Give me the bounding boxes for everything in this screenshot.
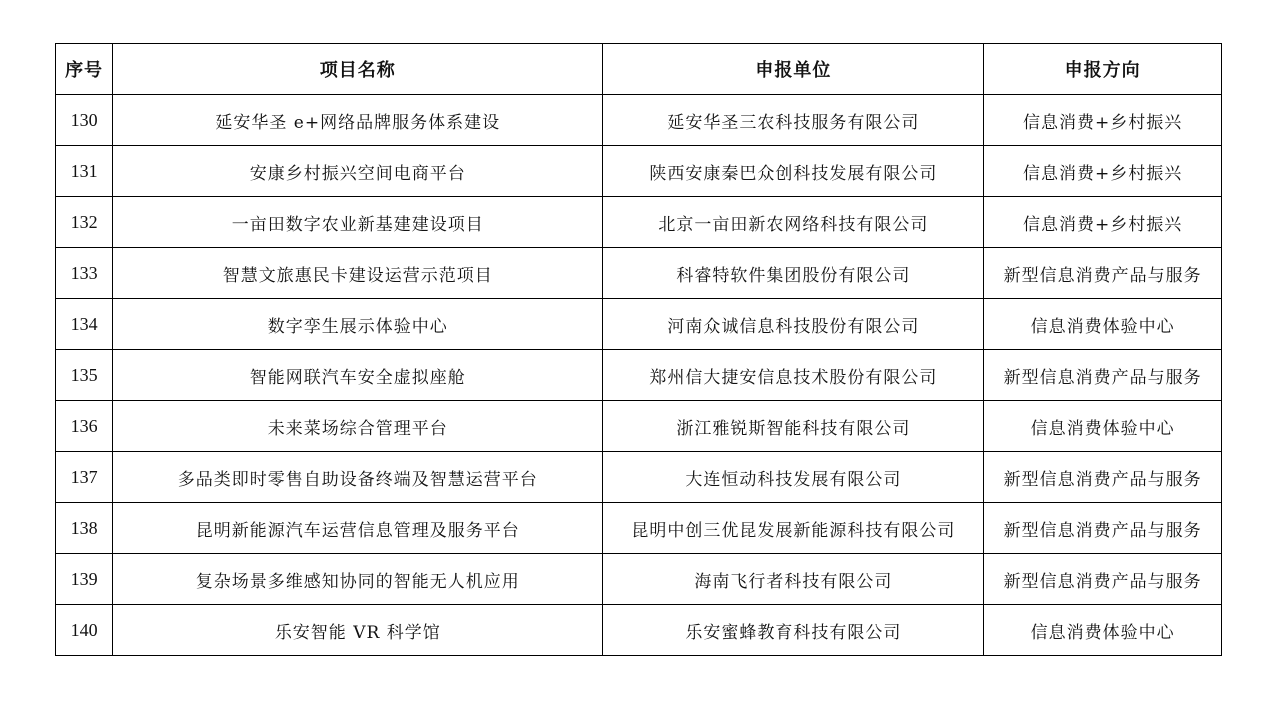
project-name: 昆明新能源汽车运营信息管理及服务平台: [113, 503, 603, 554]
applicant-unit: 乐安蜜蜂教育科技有限公司: [603, 605, 984, 656]
application-direction: 信息消费体验中心: [984, 299, 1222, 350]
row-number: 133: [56, 248, 113, 299]
row-number: 134: [56, 299, 113, 350]
application-direction: 新型信息消费产品与服务: [984, 452, 1222, 503]
project-name: 未来菜场综合管理平台: [113, 401, 603, 452]
row-number: 135: [56, 350, 113, 401]
applicant-unit: 大连恒动科技发展有限公司: [603, 452, 984, 503]
row-number: 131: [56, 146, 113, 197]
table-header: [56, 44, 1222, 95]
table-row: [56, 605, 1222, 656]
applicant-unit: 海南飞行者科技有限公司: [603, 554, 984, 605]
table-row: [56, 299, 1222, 350]
applicant-unit: 延安华圣三农科技服务有限公司: [603, 95, 984, 146]
row-number: 130: [56, 95, 113, 146]
header-application-direction: 申报方向: [984, 44, 1222, 95]
header-no: 序号: [56, 44, 113, 95]
project-table: [55, 43, 1222, 656]
applicant-unit: 郑州信大捷安信息技术股份有限公司: [603, 350, 984, 401]
row-number: 138: [56, 503, 113, 554]
table-row: [56, 554, 1222, 605]
project-name: 智能网联汽车安全虚拟座舱: [113, 350, 603, 401]
header-applicant-unit: 申报单位: [603, 44, 984, 95]
applicant-unit: 昆明中创三优昆发展新能源科技有限公司: [603, 503, 984, 554]
applicant-unit: 浙江雅锐斯智能科技有限公司: [603, 401, 984, 452]
application-direction: 信息消费+乡村振兴: [984, 95, 1222, 146]
project-name: 乐安智能 VR 科学馆: [113, 605, 603, 656]
application-direction: 新型信息消费产品与服务: [984, 350, 1222, 401]
table-row: [56, 95, 1222, 146]
application-direction: 信息消费+乡村振兴: [984, 197, 1222, 248]
table-row: [56, 350, 1222, 401]
applicant-unit: 河南众诚信息科技股份有限公司: [603, 299, 984, 350]
table-row: [56, 248, 1222, 299]
table-row: [56, 503, 1222, 554]
header-row: [56, 44, 1222, 95]
project-name: 一亩田数字农业新基建建设项目: [113, 197, 603, 248]
application-direction: 信息消费+乡村振兴: [984, 146, 1222, 197]
row-number: 139: [56, 554, 113, 605]
project-name: 智慧文旅惠民卡建设运营示范项目: [113, 248, 603, 299]
application-direction: 新型信息消费产品与服务: [984, 248, 1222, 299]
application-direction: 信息消费体验中心: [984, 401, 1222, 452]
row-number: 140: [56, 605, 113, 656]
applicant-unit: 北京一亩田新农网络科技有限公司: [603, 197, 984, 248]
table-row: [56, 197, 1222, 248]
project-name: 多品类即时零售自助设备终端及智慧运营平台: [113, 452, 603, 503]
table-row: [56, 452, 1222, 503]
project-name: 安康乡村振兴空间电商平台: [113, 146, 603, 197]
applicant-unit: 科睿特软件集团股份有限公司: [603, 248, 984, 299]
row-number: 137: [56, 452, 113, 503]
row-number: 136: [56, 401, 113, 452]
table-body: [56, 95, 1222, 656]
project-name: 数字孪生展示体验中心: [113, 299, 603, 350]
project-name: 复杂场景多维感知协同的智能无人机应用: [113, 554, 603, 605]
applicant-unit: 陕西安康秦巴众创科技发展有限公司: [603, 146, 984, 197]
application-direction: 信息消费体验中心: [984, 605, 1222, 656]
application-direction: 新型信息消费产品与服务: [984, 554, 1222, 605]
table-row: [56, 401, 1222, 452]
table-row: [56, 146, 1222, 197]
row-number: 132: [56, 197, 113, 248]
application-direction: 新型信息消费产品与服务: [984, 503, 1222, 554]
project-name: 延安华圣 e+网络品牌服务体系建设: [113, 95, 603, 146]
header-project-name: 项目名称: [113, 44, 603, 95]
